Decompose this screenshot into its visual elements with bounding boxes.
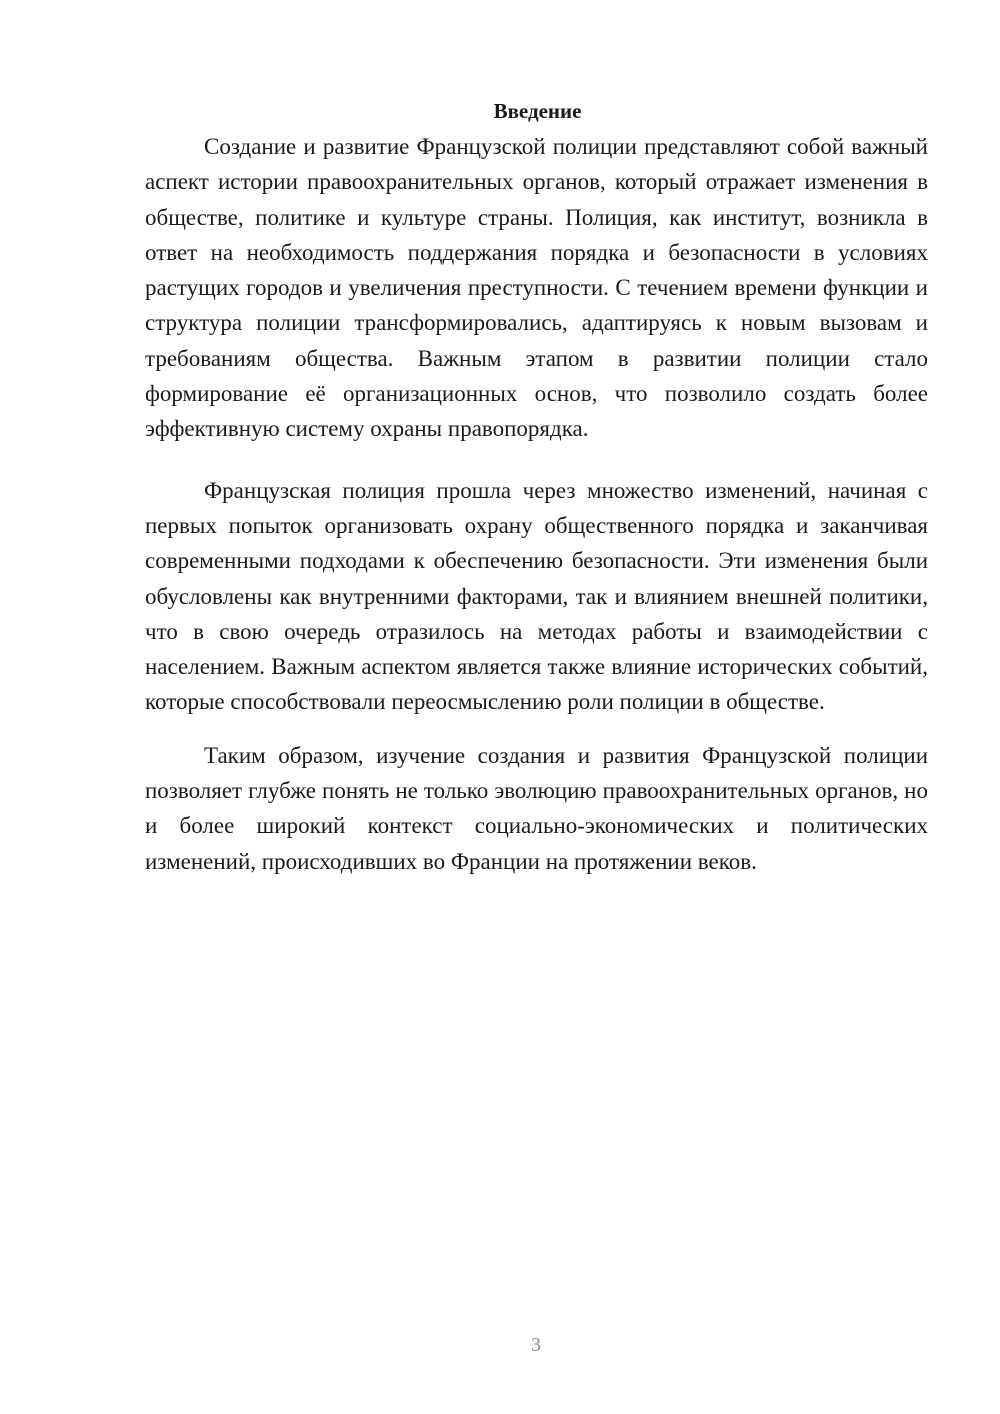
section-title: Введение xyxy=(493,99,582,123)
paragraph-3: Таким образом, изучение создания и развития Французской полиции позволяет глубже понять не только эволюцию правоохранительных органов, но и более широкий контекст социально-экономических и политических изменений, происходивших во Франции на протяжении веков. xyxy=(145,742,928,874)
paragraph-2: Французская полиция прошла через множество изменений, начиная с первых попыток организовать охрану общественного порядка и заканчивая современными подходами к обеспечению безопасности. Эти изменения были обусловлены как внутренними факторами, так и влиянием внешней политики, что в свою очередь отразилось на методах работы и взаимодействии с населением. Важным аспектом является также влияние исторических событий, которые способствовали переосмыслению роли полиции в обществе. xyxy=(145,477,928,715)
page-number: 3 xyxy=(531,1334,541,1356)
paragraph-1: Создание и развитие Французской полиции представляют собой важный аспект истории правоохранительных органов, который отражает изменения в обществе, политике и культуре страны. Полиция, как институт, возникла в ответ на необходимость поддержания порядка и безопасности в условиях растущих городов и увеличения преступности. С течением времени функции и структура полиции трансформировались, адаптируясь к новым вызовам и требованиям общества. Важным этапом в развитии полиции стало формирование её организационных основ, что позволило создать более эффективную систему охраны правопорядка. xyxy=(145,134,928,442)
document-page xyxy=(145,96,928,879)
